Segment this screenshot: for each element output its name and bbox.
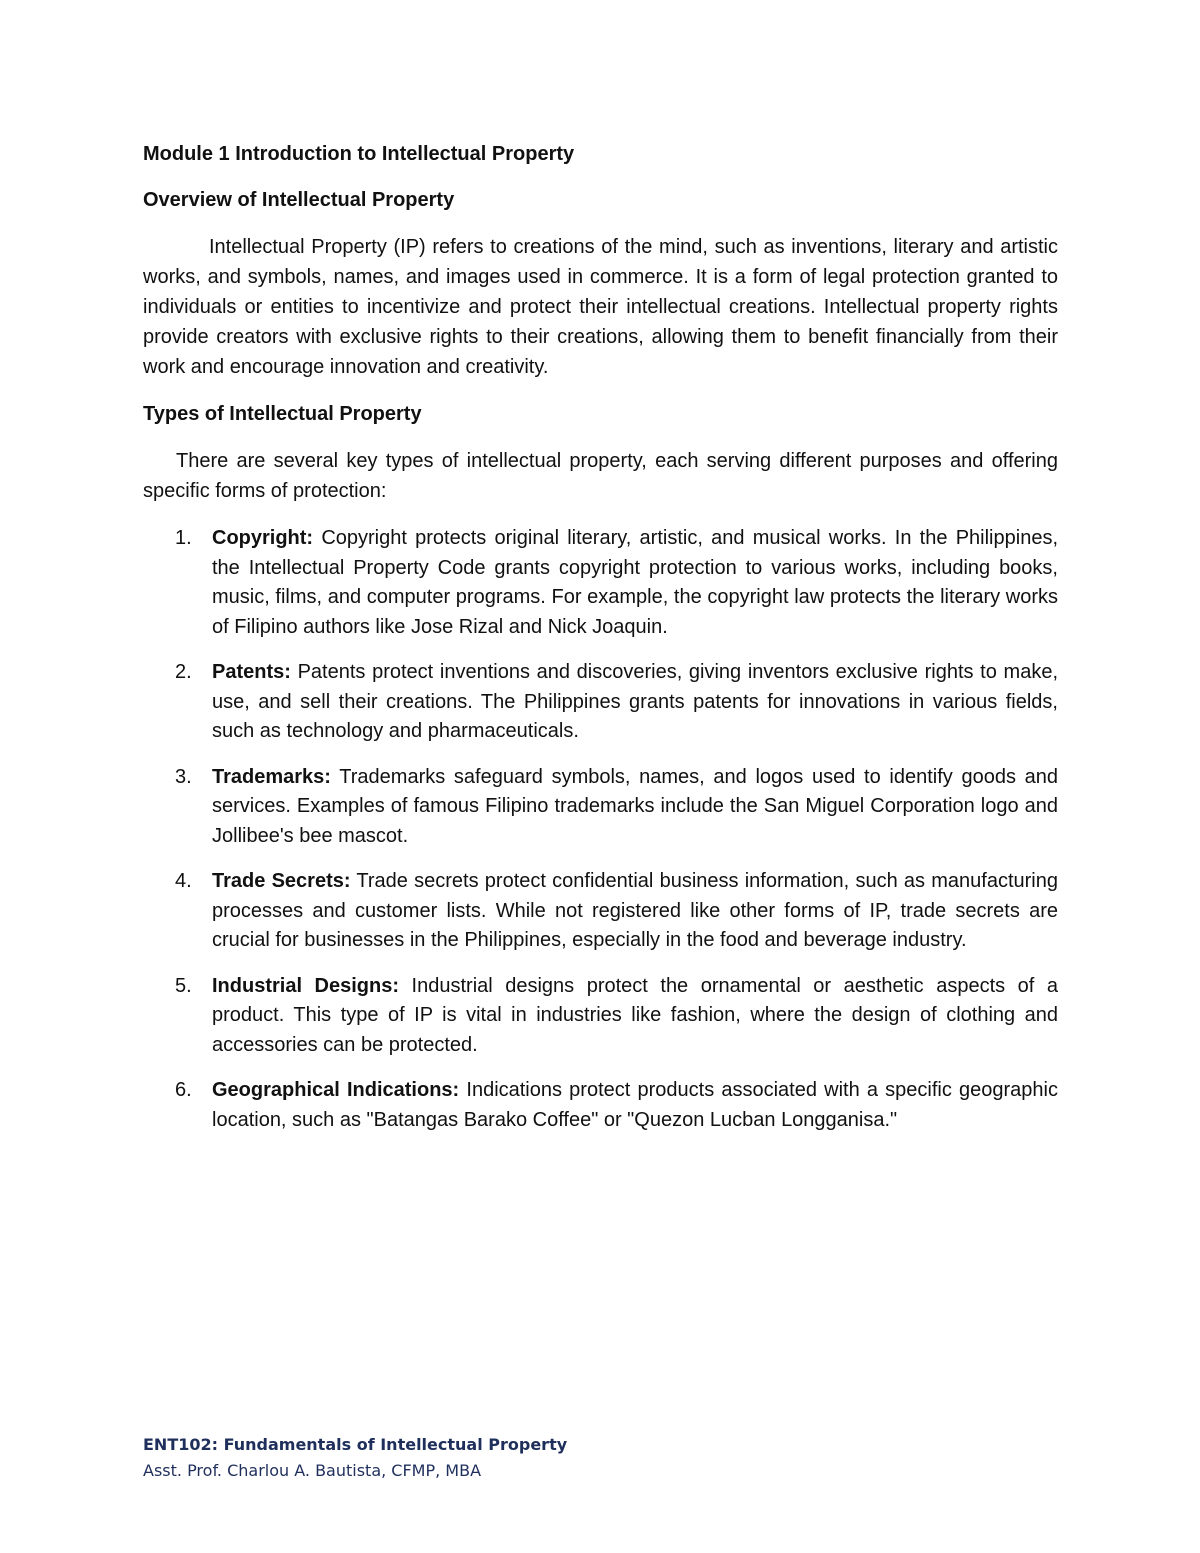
list-item-industrial-designs xyxy=(143,972,1058,1061)
ip-types-list xyxy=(143,524,1058,1135)
overview-paragraph: Intellectual Property (IP) refers to creations of the mind, such as inventions, literary and artistic works, and symbols, names, and images used in commerce. It is a form of legal protection granted to individuals or entities to incentivize and protect their intellectual creations. Intellectual property rights provide creators with exclusive rights to their creations, allowing them to benefit financially from their work and encourage innovation and creativity. xyxy=(143,236,1058,378)
list-item-trademarks xyxy=(143,763,1058,852)
list-item-number: 2. xyxy=(175,661,192,683)
list-item-patents xyxy=(143,658,1058,747)
overview-heading: Overview of Intellectual Property xyxy=(143,189,455,211)
footer-author: Asst. Prof. Charlou A. Bautista, CFMP, MBA xyxy=(143,1461,482,1480)
list-item-number: 3. xyxy=(175,765,192,788)
list-item-geographical-indications xyxy=(143,1076,1058,1135)
list-item-trade-secrets xyxy=(143,867,1058,956)
list-item-text: Trademarks safeguard symbols, names, and logos used to identify goods and services. Examples of famous Filipino trademarks include the San Miguel Corporation logo and Jollibee's bee mascot. xyxy=(212,765,1058,847)
footer-course-title: ENT102: Fundamentals of Intellectual Property xyxy=(143,1435,568,1454)
list-item-term: Trademarks: xyxy=(212,765,331,788)
list-item-term: Patents: xyxy=(212,661,291,683)
list-item-term: Geographical Indications: xyxy=(212,1079,460,1101)
list-item-text: Patents protect inventions and discoveries, giving inventors exclusive rights to make, use, and sell their creations. The Philippines grants patents for innovations in various fields, such as technology and pharmaceuticals. xyxy=(212,661,1058,742)
list-item-text: Trade secrets protect confidential business information, such as manufacturing processes and customer lists. While not registered like other forms of IP, trade secrets are crucial for businesses in the Philippines, especially in the food and beverage industry. xyxy=(212,870,1058,951)
list-item-copyright xyxy=(143,524,1058,642)
list-item-term: Trade Secrets: xyxy=(212,870,351,892)
list-item-number: 1. xyxy=(175,527,192,549)
list-item-term: Industrial Designs: xyxy=(212,974,400,997)
document-body xyxy=(143,140,1058,1151)
list-item-number: 6. xyxy=(175,1079,192,1101)
types-heading: Types of Intellectual Property xyxy=(143,403,422,425)
list-item-number: 5. xyxy=(175,974,192,997)
page-footer xyxy=(143,1432,567,1484)
list-item-term: Copyright: xyxy=(212,527,314,549)
list-item-text: Industrial designs protect the ornamental or aesthetic aspects of a product. This type of IP is vital in industries like fashion, where the design of clothing and accessories can be protected. xyxy=(212,974,1059,1056)
list-item-number: 4. xyxy=(175,870,192,892)
module-title: Module 1 Introduction to Intellectual Property xyxy=(143,143,575,165)
list-item-text: Indications protect products associated with a specific geographic location, such as "Batangas Barako Coffee" or "Quezon Lucban Longganisa." xyxy=(212,1079,1058,1131)
types-intro-paragraph: There are several key types of intellectual property, each serving different purposes and offering specific forms of protection: xyxy=(143,450,1058,502)
list-item-text: Copyright protects original literary, artistic, and musical works. In the Philippines, the Intellectual Property Code grants copyright protection to various works, including books, music, films, and computer programs. For example, the copyright law protects the literary works of Filipino authors like Jose Rizal and Nick Joaquin. xyxy=(212,527,1058,638)
